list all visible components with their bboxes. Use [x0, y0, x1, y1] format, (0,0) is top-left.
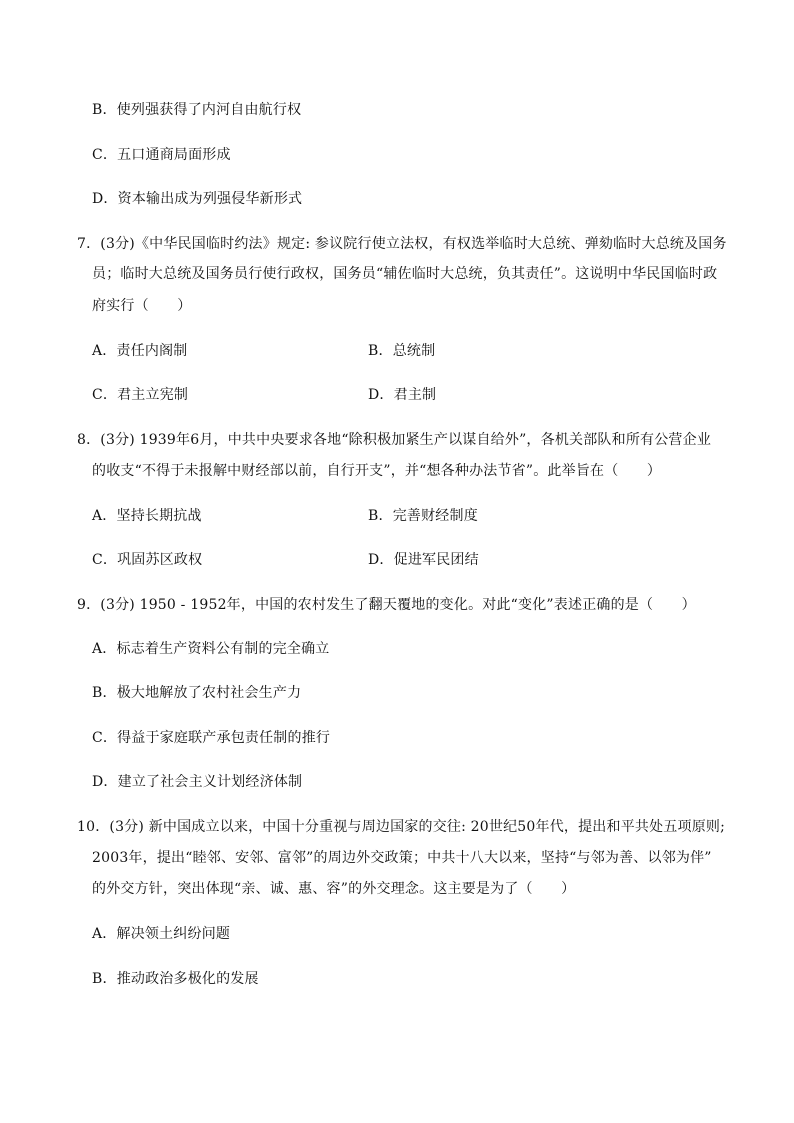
question-9-option-a: A．标志着生产资料公有制的完全确立: [92, 641, 330, 657]
question-7-option-d: D．君主制: [368, 387, 437, 403]
question-8-line-1: 8．(3分) 1939年6月，中共中央要求各地“除积极加紧生产以谋自给外”，各机关部队和所有公营企业: [77, 432, 712, 448]
question-8-line-2: 的收支“不得于未报解中财经部以前，自行开支”，并“想各种办法节省”。此举旨在（ ）: [92, 463, 662, 479]
question-7-option-c: C．君主立宪制: [92, 387, 189, 403]
question-8-option-d: D．促进军民团结: [368, 552, 479, 568]
question-9-line-1: 9．(3分) 1950 - 1952年，中国的农村发生了翻天覆地的变化。对此“变化”表述正确的是（ ）: [77, 597, 696, 613]
question-7-line-3: 府实行（ ）: [92, 298, 192, 314]
question-9-option-d: D．建立了社会主义计划经济体制: [92, 774, 303, 790]
question-10-option-a: A．解决领土纠纷问题: [92, 926, 231, 942]
question-7-option-b: B．总统制: [368, 343, 436, 359]
question-7-line-1: 7．(3分)《中华民国临时约法》规定: 参议院行使立法权，有权选举临时大总统、弹劾临时大总统及国务: [77, 236, 727, 252]
question-9-option-c: C．得益于家庭联产承包责任制的推行: [92, 730, 331, 746]
question-10-line-2: 2003年，提出“睦邻、安邻、富邻”的周边外交政策；中共十八大以来，坚持“与邻为善、以邻为伴”: [92, 850, 712, 866]
option-b-prev: B．使列强获得了内河自由航行权: [92, 102, 302, 118]
option-d-prev: D．资本输出成为列强侵华新形式: [92, 191, 303, 207]
question-8-option-b: B．完善财经制度: [368, 508, 478, 524]
question-8-option-c: C．巩固苏区政权: [92, 552, 203, 568]
question-10-line-3: 的外交方针，突出体现“亲、诚、惠、容”的外交理念。这主要是为了（ ）: [92, 881, 576, 897]
question-7-line-2: 员；临时大总统及国务员行使行政权，国务员“辅佐临时大总统，负其责任”。这说明中华民国临时政: [92, 266, 718, 282]
question-7-option-a: A．责任内阁制: [92, 343, 188, 359]
option-c-prev: C．五口通商局面形成: [92, 147, 231, 163]
question-8-option-a: A．坚持长期抗战: [92, 508, 202, 524]
question-9-option-b: B．极大地解放了农村社会生产力: [92, 685, 302, 701]
question-10-line-1: 10．(3分) 新中国成立以来，中国十分重视与周边国家的交往: 20世纪50年代，提出和平共处五项原则;: [77, 819, 726, 835]
question-10-option-b: B．推动政治多极化的发展: [92, 971, 259, 987]
